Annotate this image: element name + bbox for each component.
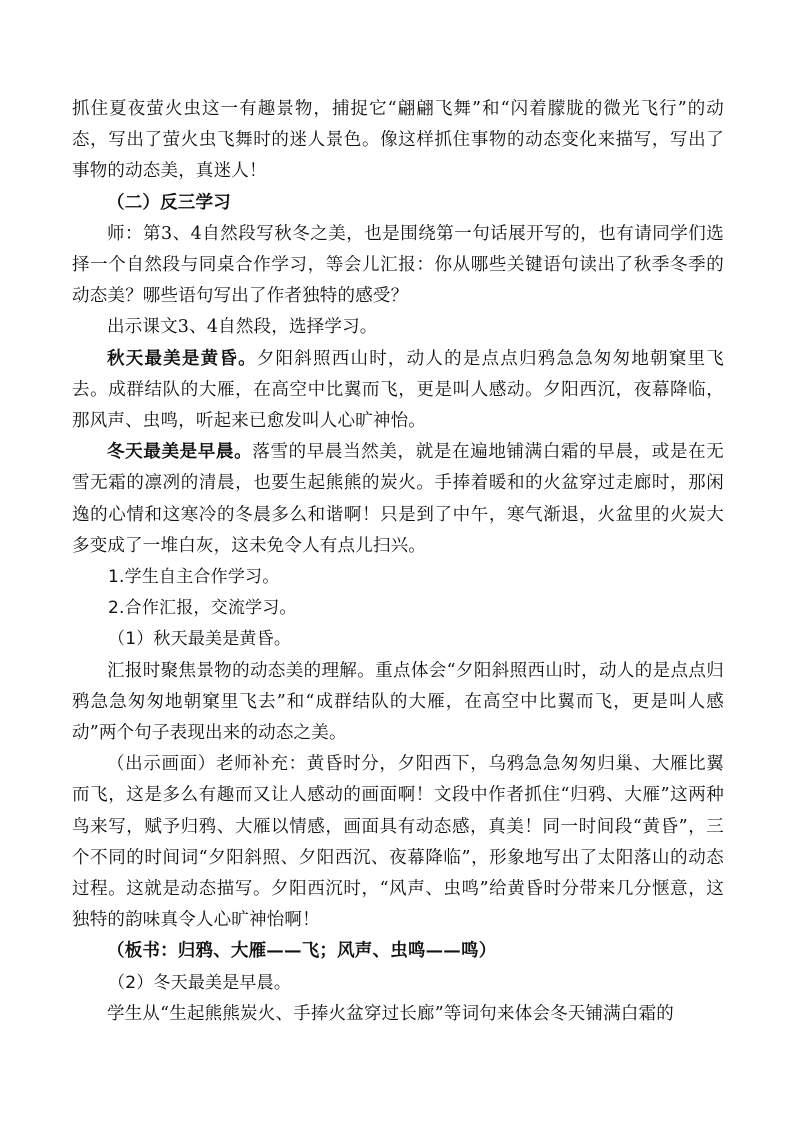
autumn-lead: 秋天最美是黄昏。 bbox=[107, 348, 257, 369]
autumn-text: 夕阳斜照西山时，动人的是点点归鸦急急匆匆地朝窠里飞去。成群结队的大雁，在高空中比翼而飞，更是叫人感动。夕阳西沉，夜幕降临，那风声、虫鸣，听起来已愈发叫人心旷神怡。 bbox=[72, 348, 724, 432]
blackboard-note: （板书：归鸦、大雁——飞；风声、虫鸣——鸣） bbox=[107, 941, 497, 962]
paragraph-teacher-supplement: （出示画面）老师补充：黄昏时分，夕阳西下，乌鸦急急匆匆归巢、大雁比翼而飞，这是多么有趣而又让人感动的画面啊！文段中作者抓住“归鸦、大雁”这两种鸟来写，赋予归鸦、大雁以情感，画面具有动态感，真美！同一时间段“黄昏”，三个不同的时间词“夕阳斜照、夕阳西沉、夜幕降临”，形象地写出了太阳落山的动态过程。这就是动态描写。夕阳西沉时，“风声、虫鸣”给黄昏时分带来几分惬意，这独特的韵味真令人心旷神怡啊！ bbox=[72, 754, 724, 931]
paragraph-report-focus: 汇报时聚焦景物的动态美的理解。重点体会“夕阳斜照西山时，动人的是点点归鸦急急匆匆地朝窠里飞去”和“成群结队的大雁，在高空中比翼而飞，更是叫人感动”两个句子表现出来的动态之美。 bbox=[72, 660, 724, 744]
paragraph-autumn-excerpt bbox=[72, 344, 724, 438]
paragraph-show-text: 出示课文3、4自然段，选择学习。 bbox=[107, 317, 378, 338]
subheading-autumn: （1）秋天最美是黄昏。 bbox=[108, 629, 292, 650]
list-item-1: 1.学生自主合作学习。 bbox=[108, 567, 280, 588]
winter-text: 落雪的早晨当然美，就是在遍地铺满白霜的早晨，或是在无雪无霜的凛冽的清晨，也要生起熊熊的炭火。手捧着暖和的火盆穿过走廊时，那闲逸的心情和这寒冷的冬晨多么和谐啊！只是到了中午，寒气渐退，火盆里的火炭大多变成了一堆白灰，这未免令人有点儿扫兴。 bbox=[72, 442, 724, 556]
list-item-2: 2.合作汇报，交流学习。 bbox=[108, 598, 297, 619]
paragraph-winter-excerpt bbox=[72, 437, 724, 562]
paragraph-winter-study: 学生从“生起熊熊炭火、手捧火盆穿过长廊”等词句来体会冬天铺满白霜的 bbox=[107, 1003, 674, 1024]
paragraph-teacher-instruction: 师：第3、4自然段写秋冬之美，也是围绕第一句话展开写的，也有请同学们选择一个自然段与同桌合作学习，等会儿汇报：你从哪些关键语句读出了秋季冬季的动态美？哪些语句写出了作者独特的感受？ bbox=[72, 223, 724, 307]
subheading-winter: （2）冬天最美是早晨。 bbox=[108, 972, 292, 993]
winter-lead: 冬天最美是早晨。 bbox=[107, 442, 253, 463]
document-page bbox=[72, 94, 724, 1030]
section-heading: （二）反三学习 bbox=[107, 192, 231, 213]
paragraph-firefly-summary: 抓住夏夜萤火虫这一有趣景物，捕捉它“翩翩飞舞”和“闪着朦胧的微光飞行”的动态，写出了萤火虫飞舞时的迷人景色。像这样抓住事物的动态变化来描写，写出了事物的动态美，真迷人！ bbox=[72, 99, 724, 182]
